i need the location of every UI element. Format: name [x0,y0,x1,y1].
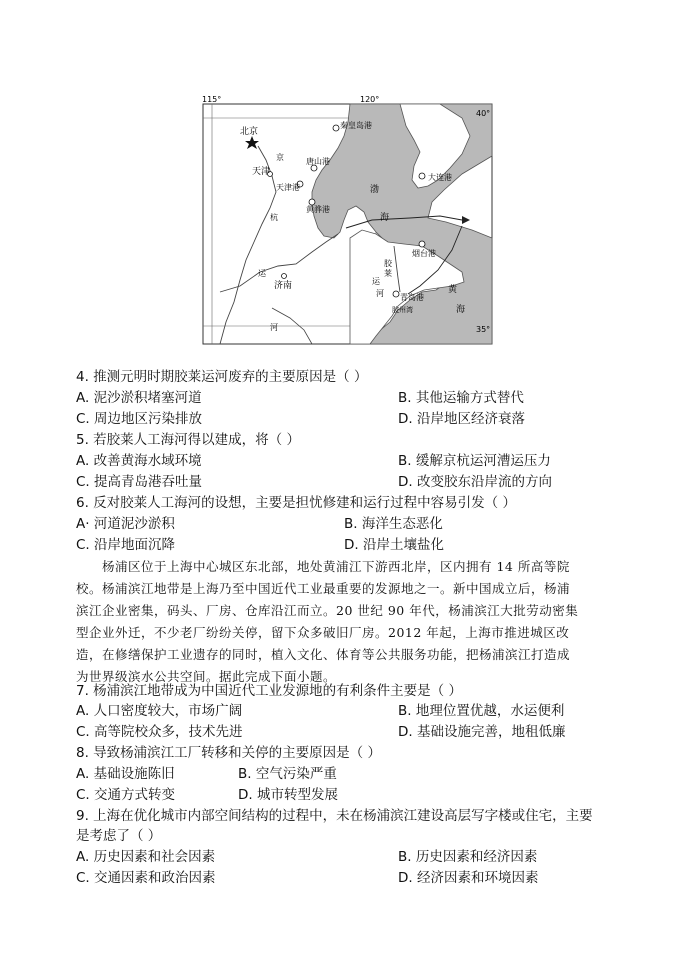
label-yun2: 运 [372,277,380,286]
lat-label-40: 40° [476,109,491,118]
q9-option-d: D. 经济因素和环境因素 [398,870,539,886]
port-marker-qinhuangdao [333,125,339,131]
q7-option-d: D. 基础设施完善，地租低廉 [398,724,566,740]
label-yun: 运 [258,269,266,278]
q9-option-a: A. 历史因素和社会因素 [76,849,216,865]
label-qingdao: 青岛港 [400,293,424,302]
question-7-stem: 7. 杨浦滨江地带成为中国近代工业发源地的有利条件主要是（ ） [76,683,462,699]
q4-option-b: B. 其他运输方式替代 [398,390,524,406]
q7-option-b: B. 地理位置优越，水运便利 [398,703,565,719]
q6-option-c: C. 沿岸地面沉降 [76,537,176,553]
label-tangshan: 唐山港 [306,157,330,166]
passage-line-4: 型企业外迁，不少老厂纷纷关停，留下众多破旧厂房。2012 年起，上海市推进城区改 [76,625,570,640]
map-svg [200,96,496,350]
lon-label-120: 120° [360,96,380,104]
label-he2: 河 [376,289,384,298]
q6-option-d: D. 沿岸土壤盐化 [344,537,444,553]
q5-option-a: A. 改善黄海水域环境 [76,453,202,469]
label-bo: 渤 [370,185,380,195]
q9-option-c: C. 交通因素和政治因素 [76,870,216,886]
passage-line-6: 为世界级滨水公共空间。据此完成下面小题。 [76,669,337,684]
q9-option-b: B. 历史因素和经济因素 [398,849,538,865]
question-9-stem-line-2: 是考虑了（ ） [76,828,162,844]
label-huanghua: 黄骅港 [306,205,330,214]
label-qinhuangdao: 秦皇岛港 [340,121,372,130]
label-dalian: 大连港 [428,173,452,182]
label-he: 河 [270,323,278,332]
question-4-stem: 4. 推测元明时期胶莱运河废弃的主要原因是（ ） [76,369,368,385]
port-marker-yantai [419,241,425,247]
passage-line-1: 杨浦区位于上海中心城区东北部，地处黄浦江下游西北岸，区内拥有 14 所高等院 [102,559,570,574]
city-marker-jinan [282,274,287,279]
label-jinan: 济南 [274,281,293,291]
lon-label-115: 115° [202,96,222,104]
label-hang: 杭 [270,213,278,222]
passage-line-5: 造，在修缮保护工业遗存的同时，植入文化、体育等公共服务功能，把杨浦滨江打造成 [76,647,571,662]
q8-option-b: B. 空气污染严重 [238,766,337,782]
passage-line-3: 滨江企业密集，码头、厂房、仓库沿江而立。20 世纪 90 年代，杨浦滨江大批劳动密集 [76,603,579,618]
label-jiaozhou: 胶州湾 [392,306,413,314]
label-tianjinport: 天津港 [276,183,300,192]
q5-option-d: D. 改变胶东沿岸流的方向 [398,474,552,490]
label-lai: 莱 [384,269,392,278]
q5-option-c: C. 提高青岛港吞吐量 [76,474,203,490]
label-tianjin: 天津 [252,167,271,177]
label-jing: 京 [276,153,284,162]
q6-option-a: A· 河道泥沙淤积 [76,516,175,532]
question-9-stem-line-1: 9. 上海在优化城市内部空间结构的过程中，未在杨浦滨江建设高层写字楼或住宅，主要 [76,808,593,824]
q7-option-a: A. 人口密度较大，市场广阔 [76,703,243,719]
lat-label-35: 35° [476,325,491,334]
port-marker-qingdao [393,291,399,297]
label-beijing: 北京 [240,127,259,137]
passage-line-2: 校。杨浦滨江地带是上海乃至中国近代工业最重要的发源地之一。新中国成立后，杨浦 [76,581,571,596]
q5-option-b: B. 缓解京杭运河漕运压力 [398,453,551,469]
q6-option-b: B. 海洋生态恶化 [344,516,443,532]
question-5-stem: 5. 若胶莱人工海河得以建成，将（ ） [76,432,300,448]
label-yantai: 烟台港 [412,249,436,258]
label-huang: 黄 [448,285,458,295]
q8-option-c: C. 交通方式转变 [76,787,176,803]
port-marker-dalian [419,173,425,179]
q4-option-c: C. 周边地区污染排放 [76,411,203,427]
label-hai2: 海 [456,305,466,315]
label-hai: 海 [380,213,390,223]
q4-option-d: D. 沿岸地区经济衰落 [398,411,525,427]
q7-option-c: C. 高等院校众多，技术先进 [76,724,243,740]
q4-option-a: A. 泥沙淤积堵塞河道 [76,390,202,406]
question-8-stem: 8. 导致杨浦滨江工厂转移和关停的主要原因是（ ） [76,745,381,761]
q8-option-a: A. 基础设施陈旧 [76,766,175,782]
label-jiao: 胶 [384,259,392,268]
question-6-stem: 6. 反对胶莱人工海河的设想，主要是担忧修建和运行过程中容易引发（ ） [76,495,516,511]
q8-option-d: D. 城市转型发展 [238,787,338,803]
bohai-map-figure [200,96,496,350]
